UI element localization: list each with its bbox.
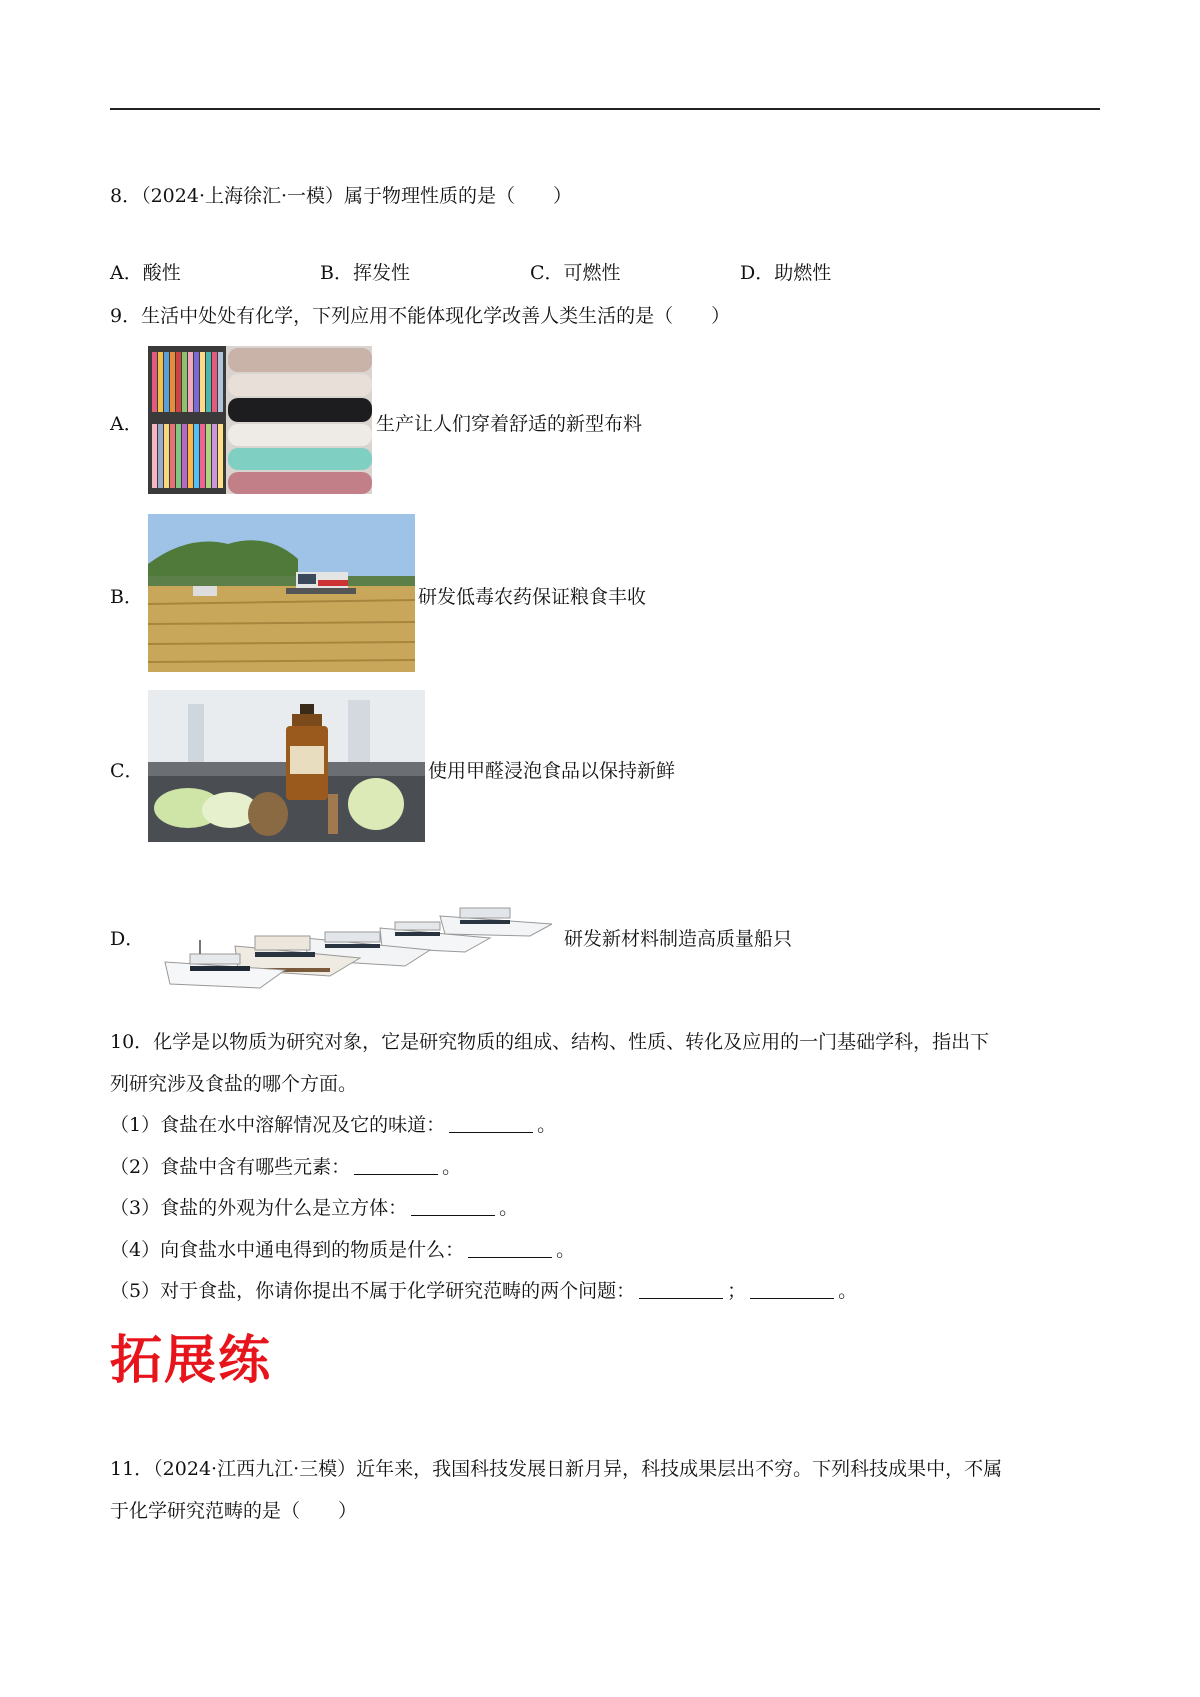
answer-blank[interactable] <box>449 1114 533 1133</box>
q11-stem-line1: 11．（2024·江西九江·三模）近年来，我国科技发展日新月异，科技成果层出不穷。下列科技成果中，不属 <box>110 1458 1003 1480</box>
yacht <box>440 908 552 936</box>
answer-blank[interactable] <box>411 1197 495 1216</box>
q10-item-3-suffix: 。 <box>499 1197 519 1219</box>
fabric-rolls <box>228 348 372 494</box>
q8-option-b: B．挥发性 <box>320 262 410 284</box>
q9-option-d-text: 研发新材料制造高质量船只 <box>564 928 793 950</box>
q10-item-2-suffix: 。 <box>442 1156 462 1178</box>
section-heading: 拓展练 <box>110 1330 273 1391</box>
q9-option-c-text: 使用甲醛浸泡食品以保持新鲜 <box>428 760 676 782</box>
yachts-photo <box>160 896 552 992</box>
formaldehyde-bottle <box>286 704 328 800</box>
q10-item-5-suffix: 。 <box>838 1280 858 1302</box>
q8-option-a: A．酸性 <box>110 262 181 284</box>
answer-blank[interactable] <box>639 1280 723 1299</box>
q10-item-3-prefix: （3）食盐的外观为什么是立方体： <box>110 1197 408 1219</box>
formaldehyde-photo <box>148 690 425 842</box>
q10-item-2-prefix: （2）食盐中含有哪些元素： <box>110 1156 351 1178</box>
header-rule <box>110 108 1100 110</box>
q10-item-1-prefix: （1）食盐在水中溶解情况及它的味道： <box>110 1114 446 1136</box>
answer-blank[interactable] <box>468 1239 552 1258</box>
q10-item-4 <box>110 1237 575 1263</box>
q10-item-2 <box>110 1154 461 1180</box>
q10-stem-line1: 10．化学是以物质为研究对象，它是研究物质的组成、结构、性质、转化及应用的一门基础学科，指出下 <box>110 1031 990 1053</box>
harvester <box>286 572 356 594</box>
q10-item-4-prefix: （4）向食盐水中通电得到的物质是什么： <box>110 1239 465 1261</box>
q9-option-b-letter: B． <box>110 586 143 608</box>
q9-option-a-text: 生产让人们穿着舒适的新型布料 <box>376 413 643 435</box>
fabric-photo <box>148 346 372 494</box>
q10-item-4-suffix: 。 <box>556 1239 576 1261</box>
q10-item-3 <box>110 1195 518 1221</box>
q8-stem: 8．（2024·上海徐汇·一模）属于物理性质的是（ ） <box>110 185 573 207</box>
q10-item-5 <box>110 1278 857 1304</box>
q10-item-1 <box>110 1112 556 1138</box>
answer-blank[interactable] <box>750 1280 834 1299</box>
q9-stem: 9．生活中处处有化学，下列应用不能体现化学改善人类生活的是（ ） <box>110 305 731 327</box>
harvest-photo <box>148 514 415 672</box>
q9-option-b-text: 研发低毒农药保证粮食丰收 <box>418 586 647 608</box>
q9-option-c-letter: C． <box>110 760 144 782</box>
q10-stem-line2: 列研究涉及食盐的哪个方面。 <box>110 1073 358 1095</box>
q8-option-c: C．可燃性 <box>530 262 621 284</box>
q8-option-d: D．助燃性 <box>740 262 832 284</box>
answer-blank[interactable] <box>354 1156 438 1175</box>
q9-option-a-letter: A． <box>110 413 143 435</box>
q9-option-d-letter: D． <box>110 928 145 950</box>
fabric-rack <box>148 346 226 494</box>
q10-item-5-prefix: （5）对于食盐，你请你提出不属于化学研究范畴的两个问题： <box>110 1280 636 1302</box>
q11-stem-line2: 于化学研究范畴的是（ ） <box>110 1500 358 1522</box>
q10-item-1-suffix: 。 <box>537 1114 557 1136</box>
q10-item-5-middle: ； <box>727 1280 747 1302</box>
